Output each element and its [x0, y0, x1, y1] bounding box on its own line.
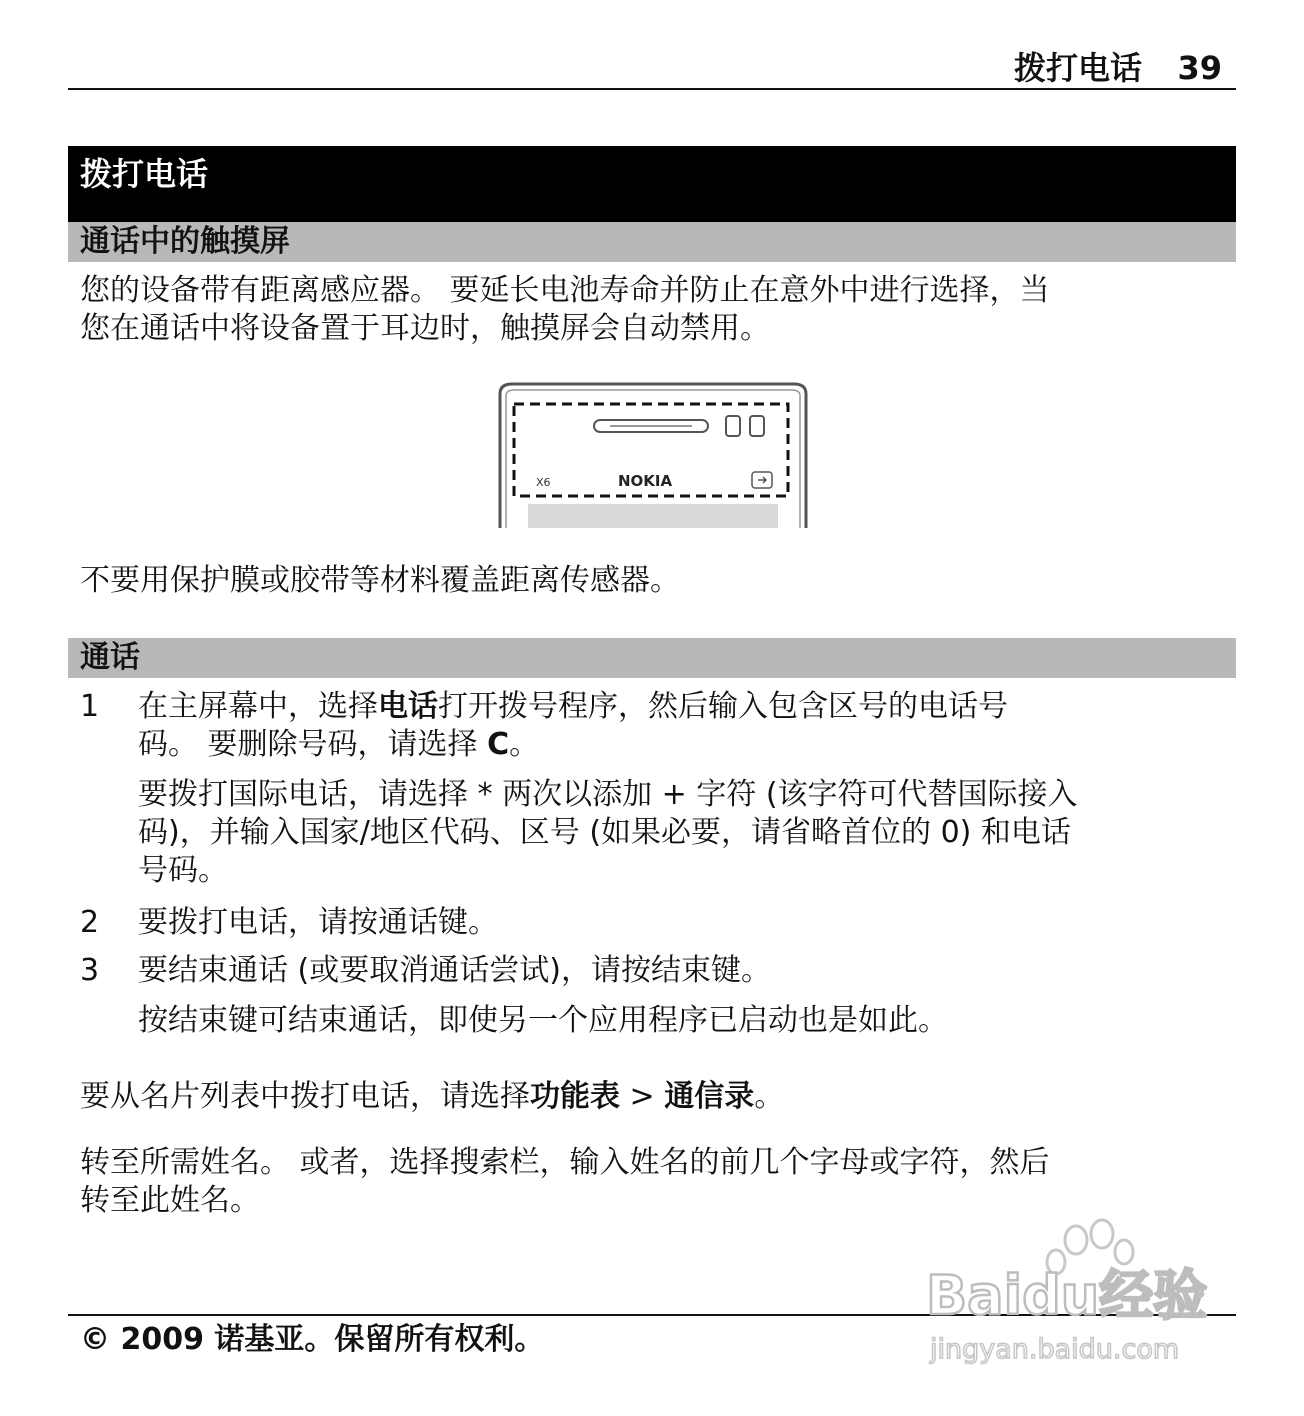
- step-2-text: 要拨打电话，请按通话键。: [138, 905, 498, 940]
- paragraph-line: 转至所需姓名。 或者，选择搜索栏，输入姓名的前几个字母或字符，然后: [80, 1145, 1050, 1180]
- search-paragraph: [80, 1144, 1230, 1220]
- sensor-icon: [726, 416, 740, 436]
- paragraph-line: 转至此姓名。: [80, 1183, 260, 1218]
- note-line: 要拨打国际电话，请选择 * 两次以添加 + 字符 (该字符可代替国际接入: [138, 777, 1078, 812]
- chapter-title: 拨打电话: [80, 155, 209, 193]
- camera-icon: [750, 416, 764, 436]
- note-line: 码)，并输入国家/地区代码、区号 (如果必要，请省略首位的 0) 和电话: [138, 815, 1071, 850]
- menu-path-contacts: 通信录: [664, 1079, 755, 1114]
- watermark-logo-text: Baidu经验: [926, 1264, 1208, 1327]
- clear-key-label: C: [487, 727, 510, 762]
- baidu-jingyan-watermark: [918, 1218, 1228, 1368]
- step-line: 在主屏幕中，选择电话打开拨号程序，然后输入包含区号的电话号: [138, 689, 1008, 724]
- phone-option: 电话: [378, 689, 438, 724]
- model-label: X6: [536, 476, 551, 489]
- step-1-note: [138, 776, 1230, 890]
- step-number: 1: [80, 689, 100, 724]
- note-line: 号码。: [138, 853, 228, 888]
- contacts-paragraph: 要从名片列表中拨打电话，请选择功能表 > 通信录。: [80, 1079, 785, 1114]
- page-number: 39: [1177, 49, 1222, 87]
- paragraph-line: 您在通话中将设备置于耳边时，触摸屏会自动禁用。: [80, 311, 770, 346]
- device-proximity-sensor-illustration: [498, 380, 808, 528]
- section-title: 通话: [80, 640, 140, 675]
- copyright-text: © 2009 诺基亚。保留所有权利。: [80, 1322, 545, 1357]
- watermark-url: jingyan.baidu.com: [930, 1334, 1180, 1365]
- step-1-text: [138, 688, 1230, 764]
- running-header: [68, 44, 1236, 90]
- paragraph-line: 您的设备带有距离感应器。 要延长电池寿命并防止在意外中进行选择，当: [80, 273, 1050, 308]
- step-number: 3: [80, 953, 100, 988]
- brand-logo: NOKIA: [618, 472, 673, 490]
- step-3-note: 按结束键可结束通话，即使另一个应用程序已启动也是如此。: [138, 1003, 948, 1038]
- step-3-text: 要结束通话 (或要取消通话尝试)，请按结束键。: [138, 953, 771, 988]
- step-number: 2: [80, 905, 100, 940]
- proximity-sensor-paragraph: [80, 272, 1230, 348]
- section-heading-touchscreen: [68, 222, 1236, 262]
- section-heading-calls: [68, 638, 1236, 678]
- header-title: 拨打电话: [1013, 49, 1142, 87]
- section-title: 通话中的触摸屏: [80, 224, 290, 259]
- menu-path-menu: 功能表: [530, 1079, 620, 1114]
- step-line: 码。 要删除号码，请选择 C。: [138, 727, 540, 762]
- cover-warning-paragraph: 不要用保护膜或胶带等材料覆盖距离传感器。: [80, 563, 680, 598]
- chapter-heading: [68, 146, 1236, 222]
